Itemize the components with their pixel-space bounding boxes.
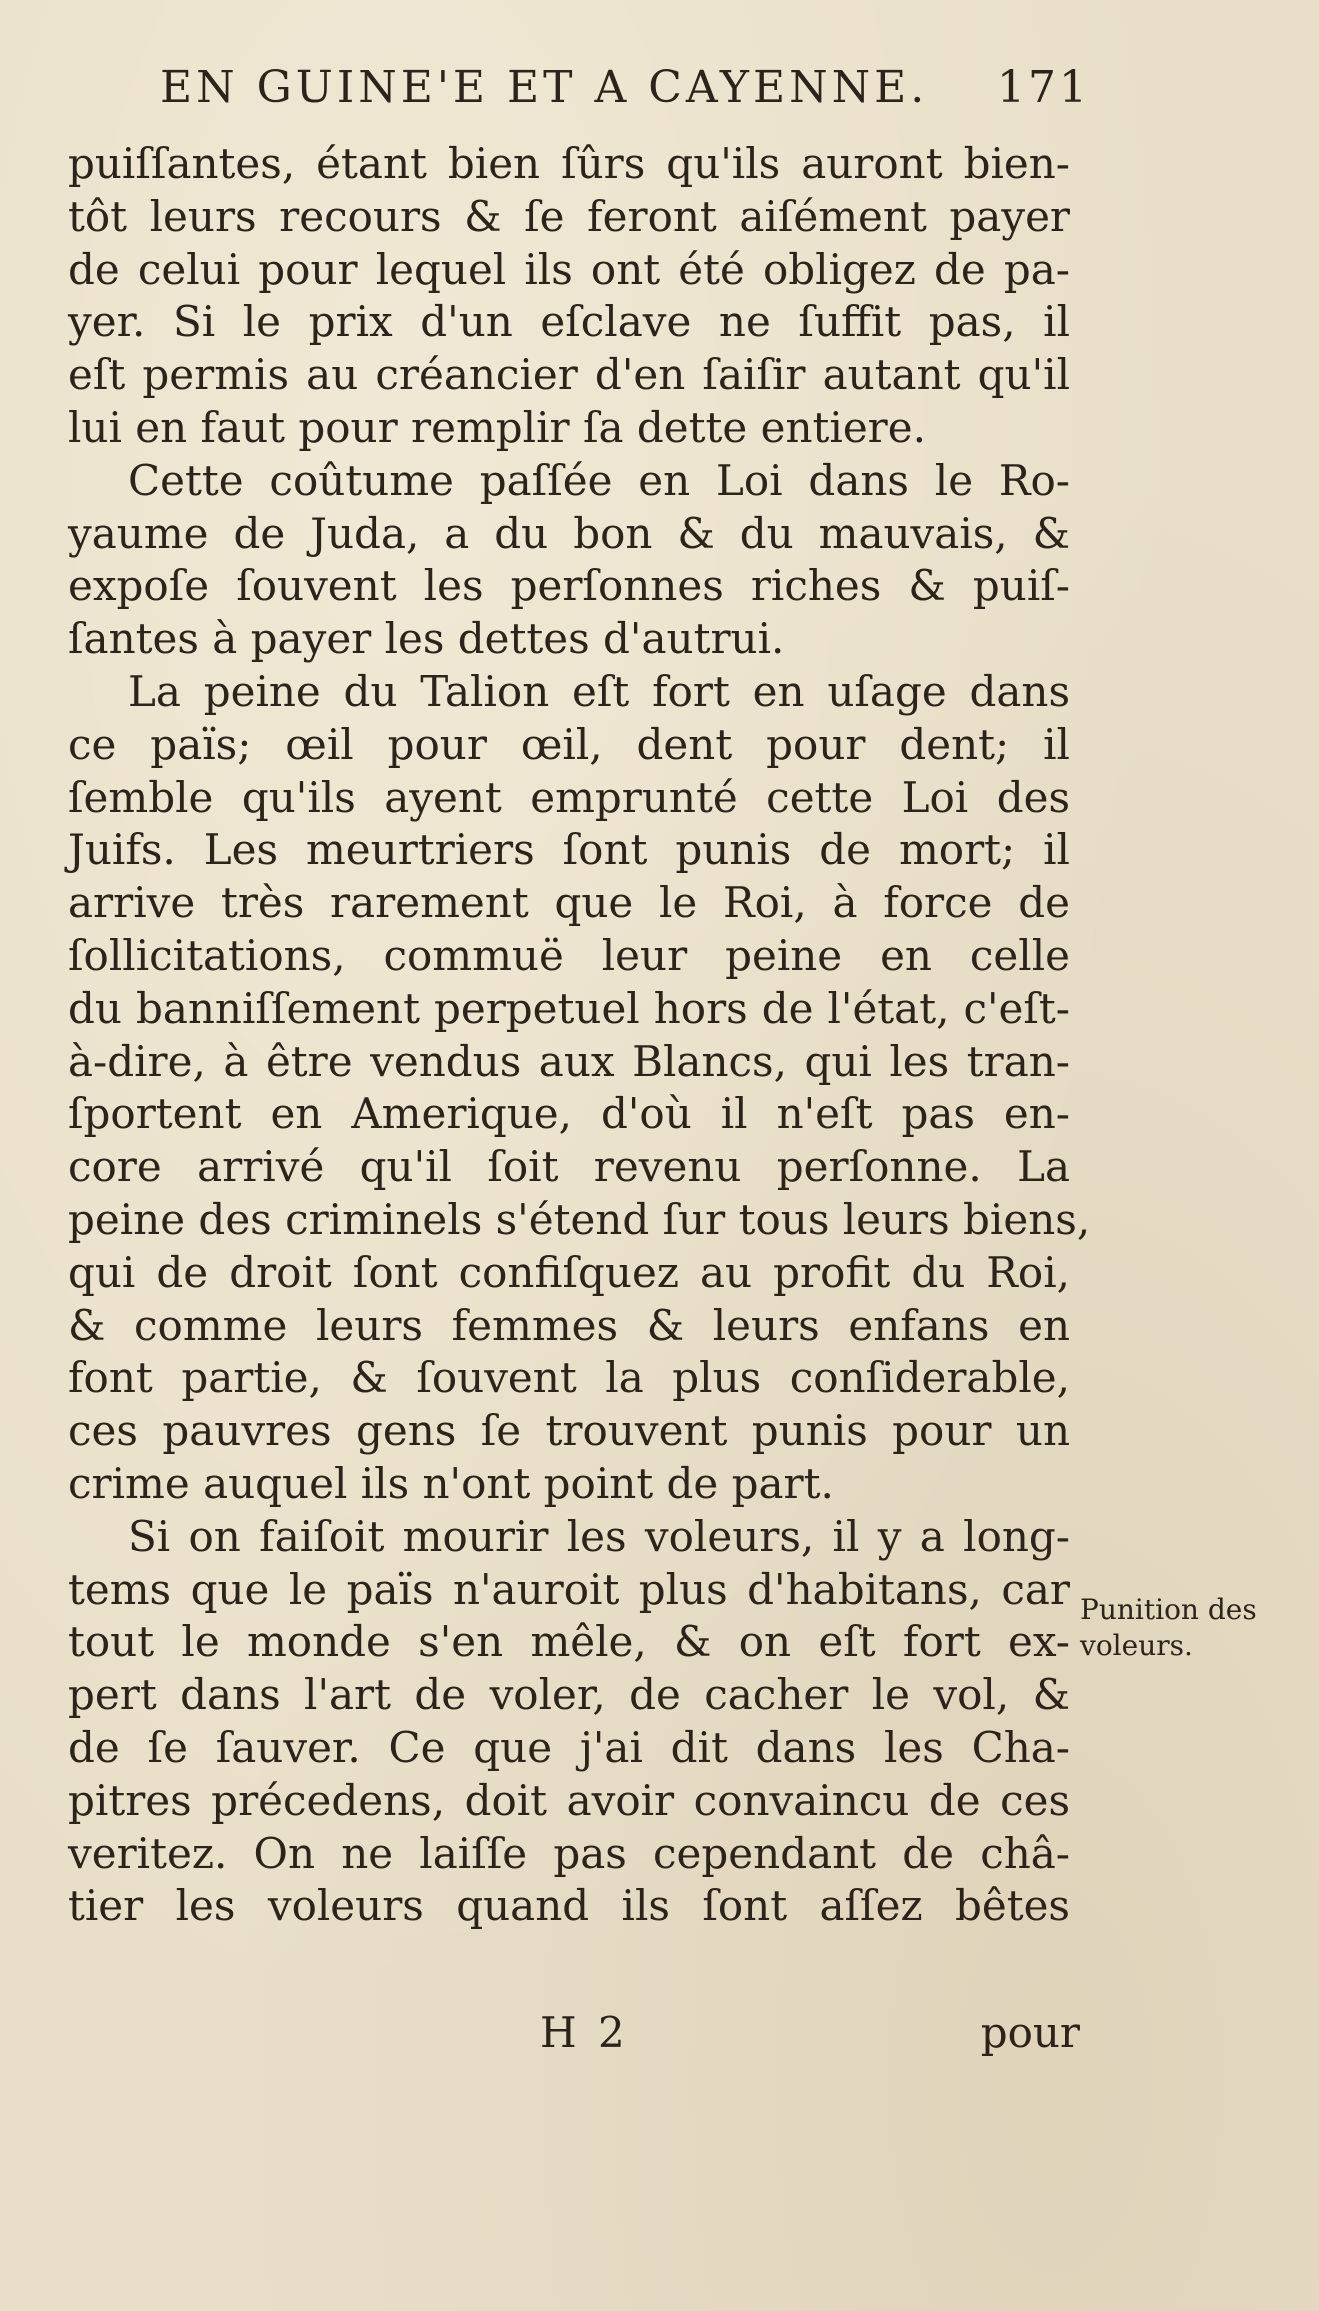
text-line: Cette coûtume paſſée en Loi dans le Ro- (128, 455, 1070, 505)
text-line: expoſe ſouvent les perſonnes riches & puiſ- (68, 561, 1070, 611)
body-text (68, 138, 1091, 1933)
text-line: ſportent en Amerique, d'où il n'eſt pas en- (68, 1089, 1070, 1139)
text-line: La peine du Talion eſt fort en uſage dans (128, 666, 1070, 716)
text-line: lui en faut pour remplir ſa dette entiere. (68, 402, 926, 452)
text-line: peine des criminels s'étend ſur tous leurs biens, (68, 1194, 1091, 1244)
margin-note-line: voleurs. (1080, 1629, 1193, 1662)
text-line: tier les voleurs quand ils ſont aſſez bêtes (68, 1881, 1070, 1931)
text-line: tems que le païs n'auroit plus d'habitans, car (68, 1564, 1070, 1614)
page-footer (540, 2008, 1080, 2068)
text-line: tout le monde s'en mêle, & on eſt fort ex- (68, 1617, 1070, 1667)
page-header (160, 62, 1090, 132)
running-head: EN GUINE'E ET A CAYENNE. (160, 62, 929, 113)
text-line: ces pauvres gens ſe trouvent punis pour un (68, 1406, 1070, 1456)
text-line: & comme leurs femmes & leurs enfans en (68, 1300, 1070, 1350)
text-line: font partie, & ſouvent la plus conſiderable, (68, 1353, 1070, 1403)
text-line: ce païs; œil pour œil, dent pour dent; il (68, 719, 1070, 769)
text-line: pitres précedens, doit avoir convaincu de ces (68, 1775, 1070, 1825)
text-line: de celui pour lequel ils ont été obligez de pa- (68, 244, 1070, 294)
margin-note-line: Punition des (1080, 1593, 1257, 1626)
text-line: puiſſantes, étant bien ſûrs qu'ils auront bien- (68, 139, 1070, 188)
catchword: pour (980, 2008, 1080, 2057)
text-line: yer. Si le prix d'un eſclave ne ſuffit pas, il (68, 297, 1070, 347)
text-line: Si on faiſoit mourir les voleurs, il y a long- (128, 1511, 1070, 1561)
text-line: veritez. On ne laiſſe pas cependant de châ- (68, 1828, 1070, 1878)
text-line: Juifs. Les meurtriers ſont punis de mort; il (68, 825, 1070, 875)
text-line: du banniſſement perpetuel hors de l'état, c'eſt- (68, 983, 1070, 1033)
text-line: arrive très rarement que le Roi, à force de (68, 878, 1070, 928)
text-line: de ſe ſauver. Ce que j'ai dit dans les Cha- (68, 1722, 1070, 1772)
text-line: crime auquel ils n'ont point de part. (68, 1458, 834, 1508)
signature-mark: H 2 (540, 2008, 629, 2057)
text-line: ſollicitations, commuë leur peine en celle (68, 930, 1070, 980)
text-line: à-dire, à être vendus aux Blancs, qui les tran- (68, 1036, 1070, 1086)
text-line: pert dans l'art de voler, de cacher le vol, & (68, 1670, 1070, 1720)
text-line: eſt permis au créancier d'en ſaiſir autant qu'il (68, 350, 1070, 400)
text-line: tôt leurs recours & ſe feront aiſément payer (68, 191, 1070, 241)
text-line: core arrivé qu'il ſoit revenu perſonne. La (68, 1142, 1070, 1192)
page-number: 171 (997, 62, 1090, 113)
text-line: qui de droit ſont confiſquez au profit du Roi, (68, 1247, 1070, 1297)
margin-note (1080, 1592, 1310, 1664)
text-line: ſemble qu'ils ayent emprunté cette Loi des (68, 772, 1070, 822)
text-line: yaume de Juda, a du bon & du mauvais, & (68, 508, 1070, 558)
text-line: ſantes à payer les dettes d'autrui. (68, 614, 785, 664)
